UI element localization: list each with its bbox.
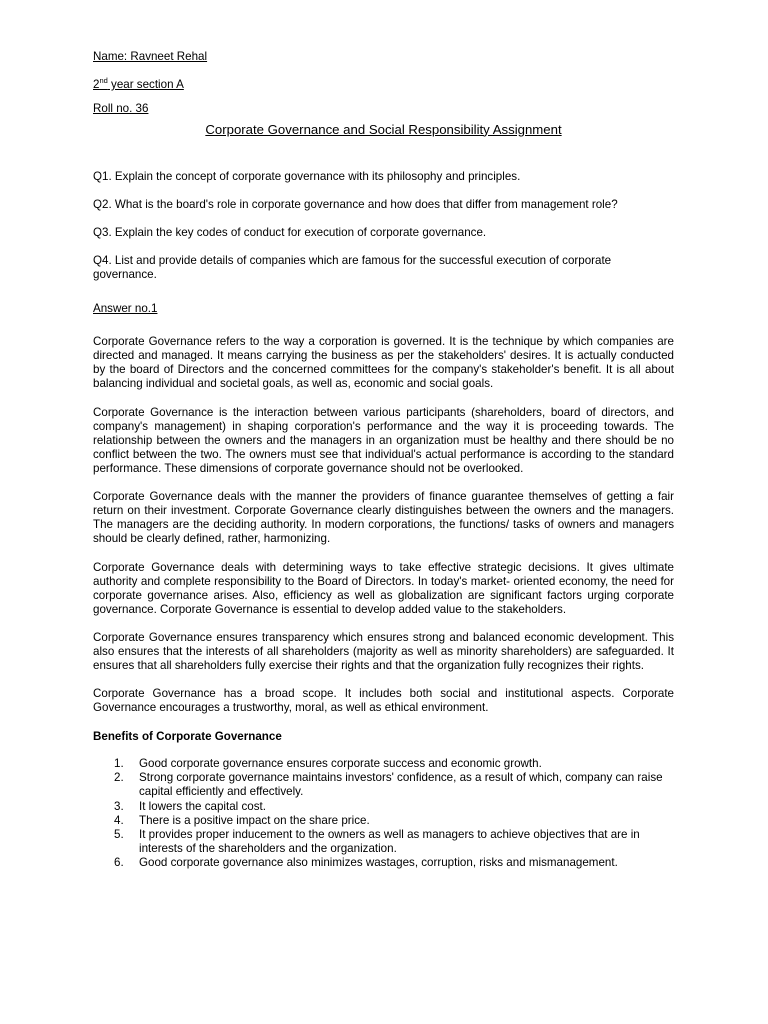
list-number: 4. <box>114 813 124 827</box>
list-number: 5. <box>114 827 124 841</box>
paragraph: Corporate Governance refers to the way a corporation is governed. It is the technique by which companies are directed and managed. It means carrying the business as per the stakeholders' desires. It is actually conducted by the board of Directors and the concerned committees for the company's stakeholder's benefit. It is all about balancing individual and societal goals, as well as, economic and social goals. <box>93 335 674 391</box>
benefits-list <box>93 757 674 870</box>
year-suffix: nd <box>99 76 108 86</box>
list-text: There is a positive impact on the share price. <box>139 813 370 827</box>
list-text: Strong corporate governance maintains investors' confidence, as a result of which, company can raise capital efficiently and effectively. <box>139 771 663 799</box>
answer-heading: Answer no.1 <box>93 301 158 315</box>
paragraph: Corporate Governance ensures transparency which ensures strong and balanced economic development. This also ensures that the interests of all shareholders (majority as well as minority shareholders) are safeguarded. It ensures that all shareholders fully exercise their rights and that the organization fully recognizes their rights. <box>93 631 674 673</box>
list-text: Good corporate governance ensures corporate success and economic growth. <box>139 757 542 771</box>
page-title: Corporate Governance and Social Responsibility Assignment <box>205 121 562 137</box>
paragraph: Corporate Governance deals with determining ways to take effective strategic decisions. It gives ultimate authority and complete responsibility to the Board of Directors. In today's market- oriented economy, the need for corporate governance arises. Also, efficiency as well as globalization are significant factors urging corporate governance. Corporate Governance is essential to develop added value to the stakeholders. <box>93 560 674 616</box>
list-number: 2. <box>114 771 124 785</box>
list-item <box>93 814 674 828</box>
student-name: Name: Ravneet Rehal <box>93 50 208 63</box>
question-1: Q1. Explain the concept of corporate governance with its philosophy and principles. <box>93 169 521 183</box>
list-text: It provides proper inducement to the owners as well as managers to achieve objectives that are in interests of the shareholders and the organization. <box>139 827 640 855</box>
list-item <box>93 800 674 814</box>
list-item <box>93 828 674 856</box>
year-number: 2 <box>93 77 100 91</box>
list-number: 6. <box>114 855 124 869</box>
benefits-heading: Benefits of Corporate Governance <box>93 729 282 743</box>
list-number: 3. <box>114 799 124 813</box>
list-number: 1. <box>114 757 124 771</box>
paragraph: Corporate Governance has a broad scope. It includes both social and institutional aspects. Corporate Governance encourages a trustworthy, moral, as well as ethical environment. <box>93 687 674 715</box>
question-3: Q3. Explain the key codes of conduct for execution of corporate governance. <box>93 225 487 239</box>
paragraph: Corporate Governance is the interaction between various participants (shareholders, board of directors, and company's management) in shaping corporation's performance and the way it is proceeding towards. The relationship between the owners and the managers in an organization must be healthy and there should be no conflict between the two. The owners must see that individual's actual performance is according to the standard performance. These dimensions of corporate governance should not be overlooked. <box>93 405 674 475</box>
list-item <box>93 757 674 771</box>
year-section-rest: year section A <box>107 77 184 91</box>
list-text: Good corporate governance also minimizes wastages, corruption, risks and mismanagement. <box>139 855 618 869</box>
list-item <box>93 771 674 799</box>
question-2: Q2. What is the board's role in corporate governance and how does that differ from management role? <box>93 197 618 211</box>
roll-number: Roll no. 36 <box>93 102 149 116</box>
list-item <box>93 856 674 870</box>
question-4: Q4. List and provide details of companies which are famous for the successful execution of corporate governance. <box>93 253 612 281</box>
paragraph: Corporate Governance deals with the manner the providers of finance guarantee themselves of getting a fair return on their investment. Corporate Governance clearly distinguishes between the owners and the managers. The managers are the deciding authority. In modern corporations, the functions/ tasks of owners and managers should be clearly defined, rather, harmonizing. <box>93 490 674 546</box>
list-text: It lowers the capital cost. <box>139 799 266 813</box>
year-section <box>93 74 674 91</box>
